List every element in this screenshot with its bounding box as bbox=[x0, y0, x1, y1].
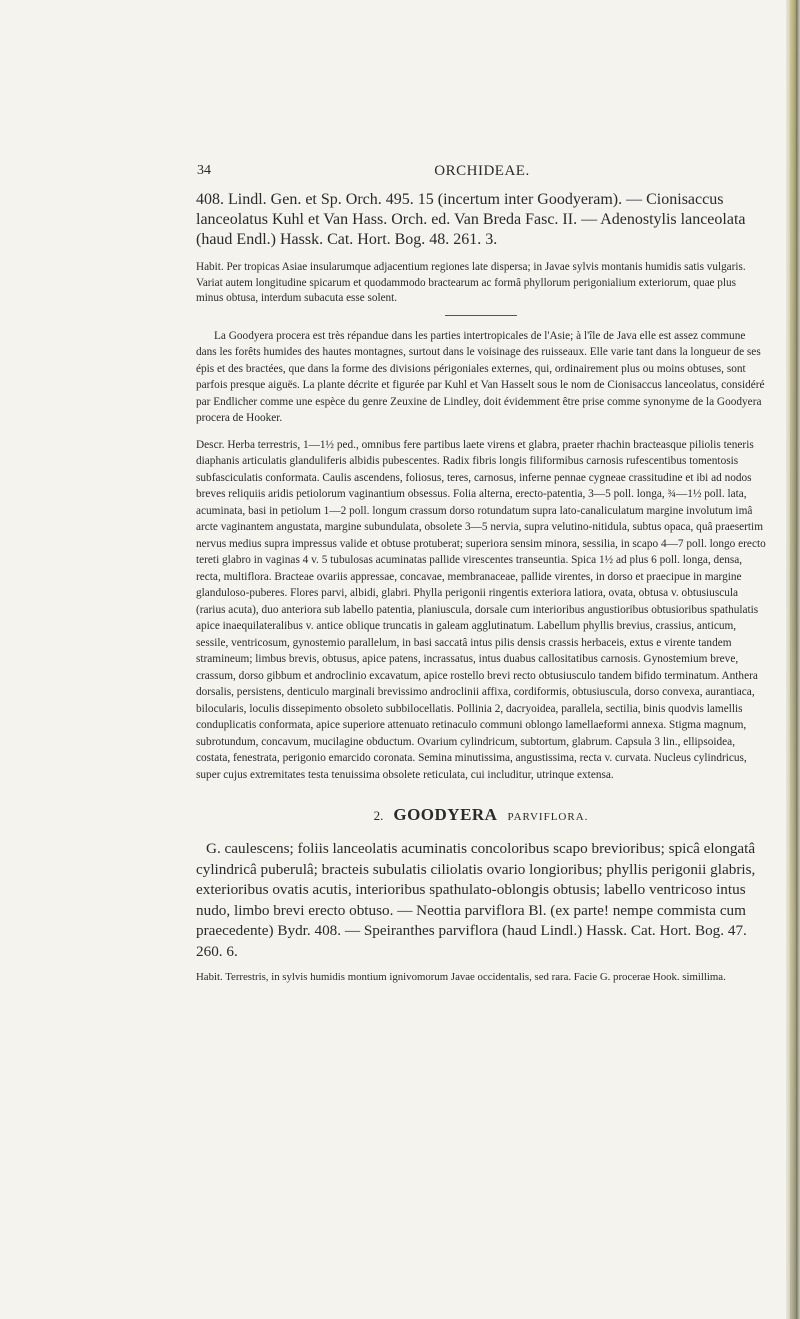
page-header bbox=[197, 163, 767, 183]
species-heading bbox=[196, 805, 766, 825]
page-number: 34 bbox=[197, 163, 211, 178]
diagnosis-paragraph: G. caulescens; foliis lanceolatis acuminatis concoloribus scapo brevioribus; spicâ elongatâ cylindricâ puberulâ; bracteis subulatis ciliolatis ovario longioribus; phyllis perigonii glabris, exterioribus ovatis acutis, interioribus spathulato-oblongis obtusis; labello ventricoso intus nudo, limbo brevi erecto obtuso. — Neottia parviflora Bl. (ex parte! nempe commista cum praecedente) Bydr. 408. — Speiranthes parviflora (haud Lindl.) Hassk. Cat. Hort. Bog. 47. 260. 6. bbox=[196, 840, 756, 960]
species-epithet: PARVIFLORA. bbox=[507, 811, 589, 823]
french-note: La Goodyera procera est très répandue dans les parties intertropicales de l'Asie; à l'île de Java elle est assez commune dans les forêts humides des hautes montagnes, surtout dans le voisinage des ruisseaux. Elle varie tant dans la longueur de ses épis et des bractées, que dans la forme des divisions périgoniales externes, qui, ordinairement plus ou moins obtuses, sont parfois presque aiguës. La plante décrite et figurée par Kuhl et Van Hasselt sous le nom de Cionisaccus lanceolatus, considéré par Endlicher comme une espèce du genre Zeuxine de Lindley, doit évidemment être prise comme synonyme de la Goodyera procera de Hooker. bbox=[196, 329, 765, 424]
species-number: 2. bbox=[373, 808, 384, 823]
habitat-paragraph-2: Habit. Terrestris, in sylvis humidis montium ignivomorum Javae occidentalis, sed rara. Facie G. procerae Hook. simillima. bbox=[196, 971, 726, 983]
habitat-paragraph-1: Habit. Per tropicas Asiae insularumque adjacentium regiones late dispersa; in Javae sylvis montanis humidis satis vulgaris. Variat autem longitudine spicarum et quodammodo bractearum ac formâ phyllorum perigonialium exteriorum, quae plus minus obtusa, interdum subacuta esse solent. bbox=[196, 261, 746, 304]
description-paragraph: Descr. Herba terrestris, 1—1½ ped., omnibus fere partibus laete virens et glabra, praeter rhachin bracteasque piliolis teneris diaphanis articulatis glanduliferis albidis pubescentes. Radix fibris longis filiformibus carnosis rufescentibus tomentosis subfasciculatis conformata. Caulis ascendens, foliosus, teres, carnosus, inferne pennae cygneae crassitudine et ibi ad nodos breves reliquiis aridis petiolorum vaginantium obsessus. Folia alterna, erecto-patentia, 3—5 poll. longa, ¾—1½ poll. lata, acuminata, basi in petiolum 1—2 poll. longum crassum dorso rotundatum supra lato-canaliculatum margine involutum imâ arcte vaginantem angustata, margine subundulata, obsolete 3—5 nervia, supra velutino-nitidula, subtus opaca, quâ praesertim nervus medius supra impressus valide et obtuse protuberat; superiora sensim minora, sessilia, in scapo 4—7 poll. longo erecto tereti glabro in vaginas 4 v. 5 tubulosas acuminatas pallide virescentes transeuntia. Spica 1½ ad plus 6 poll. longa, densa, recta, multiflora. Bracteae ovariis appressae, concavae, membranaceae, pallide virentes, in dorso et praecipue in margine glanduloso-puberes. Flores parvi, albidi, glabri. Phylla perigonii ringentis exteriora latiora, ovata, obtusa v. obtusiuscula (rarius acuta), duo anteriora sub labello patentia, planiuscula, dorsale cum interioribus angustioribus obtusioribus spathulatis apice inaequilateralibus v. antice oblique truncatis in galeam agglutinatum. Labellum phyllis brevius, crassius, anticum, sessile, ventricosum, gynostemio parallelum, in basi saccatâ intus pilis densis crassis herbaceis, extus e virente tandem stramineum; limbus brevis, obtusus, apice patens, incrassatus, intus duabus callositatibus carnosis. Gynostemium breve, crassum, dorso gibbum et androclinio excavatum, apice rostello brevi recto obtusiusculo tandem bifido terminatum. Anthera dorsalis, persistens, denticulo marginali brevissimo androclinii affixa, cordiformis, obtusiuscula, dorso convexa, aurantiaca, bilocularis, loculis dissepimento obsoleto subbilocellatis. Pollinia 2, dacryoidea, parallela, sectilia, binis quodvis lamellis conduplicatis conformata, apice superiore attenuato retinaculo communi oblongo lamellaeformi annexa. Stigma magnum, subrotundum, concavum, mucilagine obductum. Ovarium cylindricum, subtortum, glabrum. Capsula 3 lin., ellipsoidea, costata, fenestrata, perigonio emarcido coronata. Semina minutissima, angustissima, recta v. curvata. Nucleus cylindricus, super cujus extremitates testa tenuissima obsolete reticulata, cui includitur, utrinque extensa. bbox=[196, 438, 766, 781]
species-genus: GOODYERA bbox=[393, 805, 498, 824]
synonymy-408: 408. Lindl. Gen. et Sp. Orch. 495. 15 (incertum inter Goodyeram). — Cionisaccus lanceolatus Kuhl et Van Hass. Orch. ed. Van Breda Fasc. II. — Adenostylis lanceolata (haud Endl.) Hassk. Cat. Hort. Bog. 48. 261. 3. bbox=[196, 191, 746, 248]
separator-rule bbox=[445, 315, 517, 316]
running-title: ORCHIDEAE. bbox=[434, 163, 530, 179]
page-content bbox=[196, 190, 766, 985]
page-edge-tint bbox=[790, 0, 796, 1319]
